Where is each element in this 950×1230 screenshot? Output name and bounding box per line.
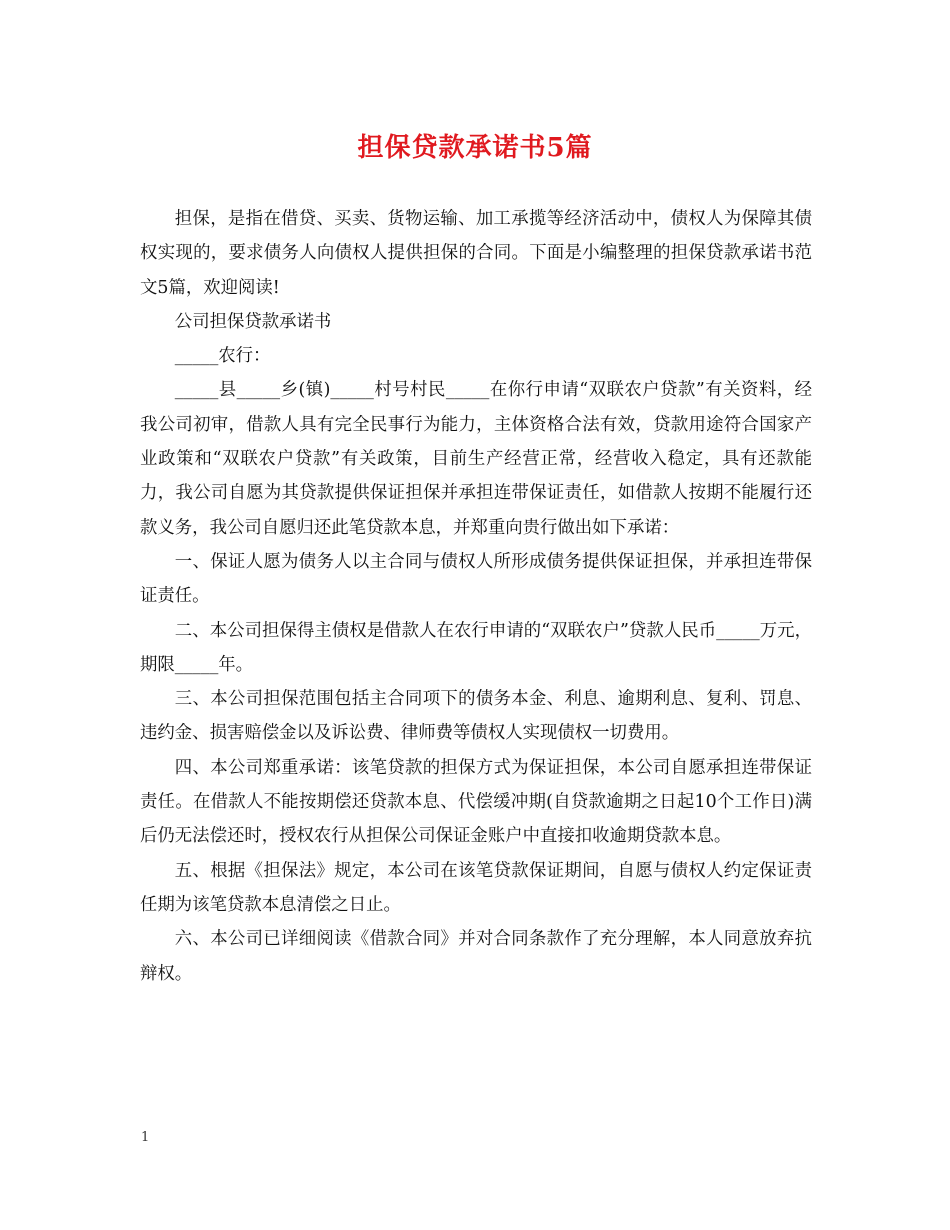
document-title: 担保贷款承诺书5篇 [357,133,593,163]
clause-6: 六、本公司已详细阅读《借款合同》并对合同条款作了充分理解，本人同意放弃抗辩权。 [140,929,812,984]
clause-3: 三、本公司担保范围包括主合同项下的债务本金、利息、逾期利息、复利、罚息、违约金、损害赔偿金以及诉讼费、律师费等债权人实现债权一切费用。 [140,689,812,744]
clause-1: 一、保证人愿为债务人以主合同与债权人所形成债务提供保证担保，并承担连带保证责任。 [140,551,812,607]
clause-2: 二、本公司担保得主债权是借款人在农行申请的“双联农户”贷款人民币_____万元，期限_____年。 [140,620,812,675]
clause-5: 五、根据《担保法》规定，本公司在该笔贷款保证期间，自愿与债权人约定保证责任期为该笔贷款本息清偿之日止。 [140,860,812,915]
intro-paragraph: 担保，是指在借贷、买卖、货物运输、加工承揽等经济活动中，债权人为保障其债权实现的，要求债务人向债权人提供担保的合同。下面是小编整理的担保贷款承诺书范文5篇，欢迎阅读! [140,209,812,298]
clause-4: 四、本公司郑重承诺：该笔贷款的担保方式为保证担保，本公司自愿承担连带保证责任。在借款人不能按期偿还贷款本息、代偿缓冲期(自贷款逾期之日起10个工作日)满后仍无法偿还时，授权农行从担保公司保证金账户中直接扣收逾期贷款本息。 [140,757,812,847]
page-number: 1 [141,1130,150,1145]
section-heading: 公司担保贷款承诺书 [174,311,332,332]
body-paragraph: _____县_____乡(镇)_____村号村民_____在你行申请“双联农户贷款”有关资料，经我公司初审，借款人具有完全民事行为能力，主体资格合法有效，贷款用途符合国家产业政策和“双联农户贷款”有关政策，目前生产经营正常，经营收入稳定，具有还款能力，我公司自愿为其贷款提供保证担保并承担连带保证责任，如借款人按期不能履行还款义务，我公司自愿归还此笔贷款本息，并郑重向贵行做出如下承诺： [140,380,812,538]
document-body [140,202,812,991]
salutation: _____农行： [174,346,271,367]
